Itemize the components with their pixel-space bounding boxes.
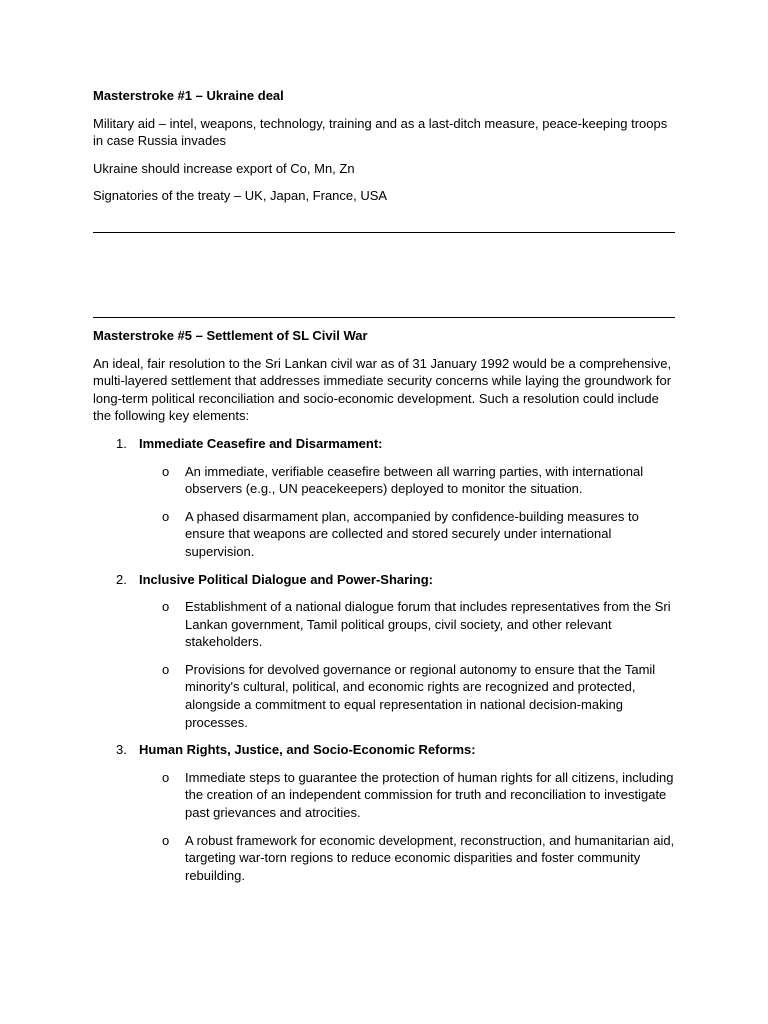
horizontal-divider bbox=[93, 232, 675, 233]
section-1-paragraph: Military aid – intel, weapons, technology, training and as a last-ditch measure, peace-keeping troops in case Russia invades bbox=[93, 115, 668, 149]
sub-list-item-text: Provisions for devolved governance or regional autonomy to ensure that the Tamil minority's cultural, political, and economic rights are recognized and protected, alongside a commitment to equal representation in national decision-making processes. bbox=[185, 661, 656, 730]
sub-list-item bbox=[93, 508, 675, 561]
list-item-title: Inclusive Political Dialogue and Power-Sharing: bbox=[139, 571, 434, 587]
sub-list-item bbox=[93, 661, 675, 731]
sub-list bbox=[93, 463, 675, 561]
list-item bbox=[93, 435, 675, 561]
sub-list-item-text: Immediate steps to guarantee the protection of human rights for all citizens, including the creation of an independent commission for truth and reconciliation to investigate past grievances and atrocities. bbox=[185, 769, 674, 821]
horizontal-divider bbox=[93, 317, 675, 318]
sub-list-item bbox=[93, 598, 675, 651]
sub-list-item-text: A phased disarmament plan, accompanied by confidence-building measures to ensure that weapons are collected and stored securely under international supervision. bbox=[185, 508, 639, 559]
section-5-heading: Masterstroke #5 – Settlement of SL Civil War bbox=[93, 327, 368, 343]
sub-list-item-text: An immediate, verifiable ceasefire between all warring parties, with international observers (e.g., UN peacekeepers) deployed to monitor the situation. bbox=[185, 463, 644, 497]
circle-bullet-icon: o bbox=[162, 661, 170, 677]
sub-list bbox=[93, 769, 675, 885]
sub-list-item-text: A robust framework for economic development, reconstruction, and humanitarian aid, targeting war-torn regions to reduce economic disparities and foster community rebuilding. bbox=[185, 832, 675, 883]
sub-list-item bbox=[93, 832, 675, 885]
section-1-paragraph: Signatories of the treaty – UK, Japan, France, USA bbox=[93, 188, 388, 204]
section-1-heading: Masterstroke #1 – Ukraine deal bbox=[93, 88, 284, 103]
list-item bbox=[93, 571, 675, 732]
document-body bbox=[93, 87, 675, 894]
section-1-paragraph: Ukraine should increase export of Co, Mn, Zn bbox=[93, 160, 355, 176]
sub-list-item bbox=[93, 463, 675, 498]
numbered-list bbox=[93, 435, 675, 884]
circle-bullet-icon: o bbox=[162, 599, 170, 615]
list-item-number: 2. bbox=[116, 571, 127, 587]
sub-list bbox=[93, 598, 675, 731]
circle-bullet-icon: o bbox=[162, 832, 170, 848]
list-item bbox=[93, 741, 675, 884]
list-item-title: Immediate Ceasefire and Disarmament: bbox=[139, 435, 383, 451]
circle-bullet-icon: o bbox=[162, 508, 170, 524]
sub-list-item-text: Establishment of a national dialogue forum that includes representatives from the Sri Lankan government, Tamil political groups, civil society, and other relevant stakeholders. bbox=[185, 599, 671, 650]
list-item-number: 1. bbox=[116, 435, 127, 451]
circle-bullet-icon: o bbox=[162, 769, 170, 785]
list-item-number: 3. bbox=[116, 742, 127, 758]
sub-list-item bbox=[93, 769, 675, 822]
circle-bullet-icon: o bbox=[162, 463, 170, 479]
list-item-title: Human Rights, Justice, and Socio-Economic Reforms: bbox=[139, 742, 476, 758]
section-5-intro: An ideal, fair resolution to the Sri Lankan civil war as of 31 January 1992 would be a comprehensive, multi-layered settlement that addresses immediate security concerns while laying the groundwork for long-term political reconciliation and socio-economic development. Such a resolution could include the following key elements: bbox=[93, 355, 672, 424]
